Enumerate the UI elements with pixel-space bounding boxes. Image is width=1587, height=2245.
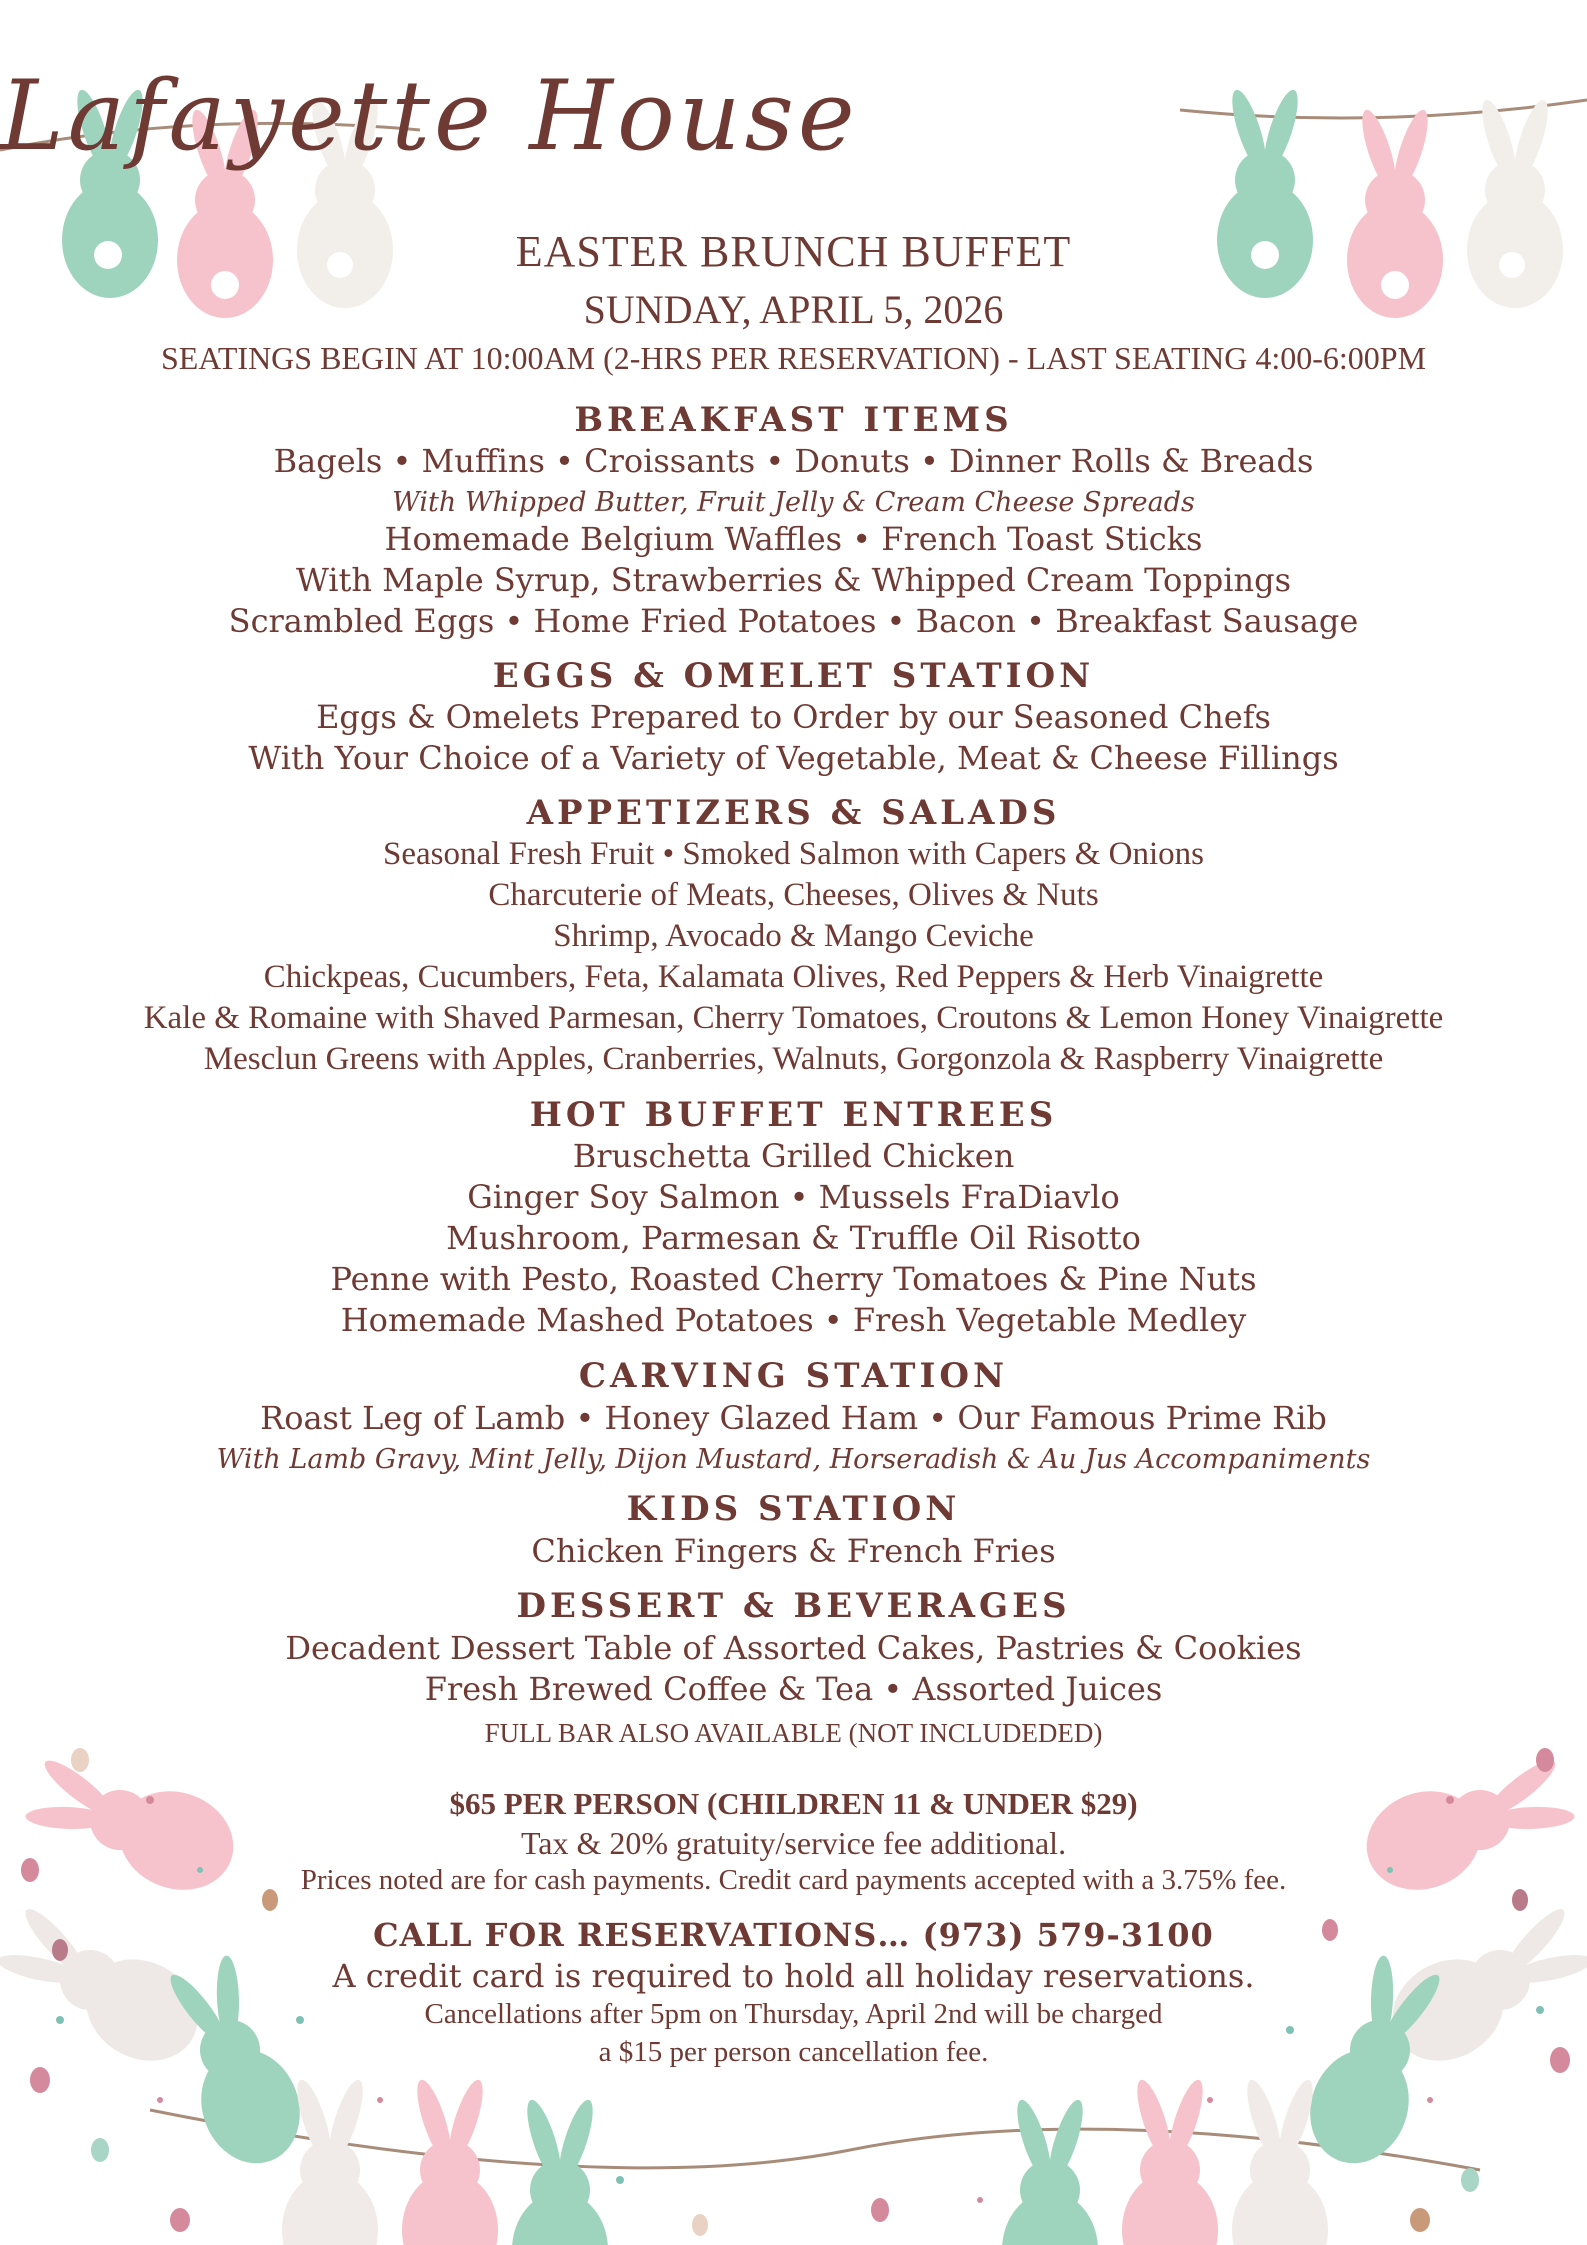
menu-line: Homemade Mashed Potatoes • Fresh Vegetable Medley: [340, 1301, 1247, 1339]
menu-line: Roast Leg of Lamb • Honey Glazed Ham • Our Famous Prime Rib: [260, 1399, 1327, 1437]
section-heading-dessert: DESSERT & BEVERAGES: [516, 1586, 1071, 1626]
bunny-pink-icon: [1122, 2077, 1218, 2245]
menu-line: Bruschetta Grilled Chicken: [572, 1137, 1015, 1175]
menu-line: Fresh Brewed Coffee & Tea • Assorted Juices: [424, 1670, 1163, 1708]
seatings-info: SEATINGS BEGIN AT 10:00AM (2-HRS PER RESERVATION) - LAST SEATING 4:00-6:00PM: [160, 340, 1427, 376]
menu-line-italic: With Lamb Gravy, Mint Jelly, Dijon Mustard, Horseradish & Au Jus Accompaniments: [216, 1444, 1371, 1475]
reservation-phone: CALL FOR RESERVATIONS… (973) 579-3100: [373, 1916, 1214, 1954]
section-heading-breakfast: BREAKFAST ITEMS: [574, 400, 1013, 440]
card-note: A credit card is required to hold all holiday reservations.: [332, 1957, 1255, 1995]
section-heading-eggs: EGGS & OMELET STATION: [492, 656, 1095, 696]
menu-line: Kale & Romaine with Shaved Parmesan, Cherry Tomatoes, Croutons & Lemon Honey Vinaigrette: [143, 1000, 1444, 1036]
menu-line: Bagels • Muffins • Croissants • Donuts • Dinner Rolls & Breads: [273, 442, 1314, 480]
section-heading-appetizers: APPETIZERS & SALADS: [526, 793, 1061, 833]
section-heading-carving: CARVING STATION: [578, 1356, 1009, 1396]
menu-line: Chicken Fingers & French Fries: [531, 1532, 1056, 1570]
cash-note: Prices noted are for cash payments. Credit card payments accepted with a 3.75% fee.: [300, 1864, 1287, 1896]
menu-line: With Your Choice of a Variety of Vegetable, Meat & Cheese Fillings: [248, 739, 1339, 777]
menu-line: Ginger Soy Salmon • Mussels FraDiavlo: [467, 1178, 1120, 1216]
menu-line: Decadent Dessert Table of Assorted Cakes, Pastries & Cookies: [285, 1629, 1302, 1667]
cancel-note: Cancellations after 5pm on Thursday, April 2nd will be charged: [424, 1998, 1163, 2030]
menu-line: Mesclun Greens with Apples, Cranberries, Walnuts, Gorgonzola & Raspberry Vinaigrette: [203, 1041, 1384, 1077]
menu-line: Seasonal Fresh Fruit • Smoked Salmon with Capers & Onions: [383, 836, 1204, 872]
event-date: SUNDAY, APRIL 5, 2026: [583, 287, 1004, 332]
menu-line: Charcuterie of Meats, Cheeses, Olives & Nuts: [488, 877, 1099, 913]
menu-line: Penne with Pesto, Roasted Cherry Tomatoes & Pine Nuts: [330, 1260, 1257, 1298]
menu-line: Scrambled Eggs • Home Fried Potatoes • Bacon • Breakfast Sausage: [228, 602, 1359, 640]
bunny-mint-icon: [1002, 2097, 1098, 2245]
price-line: $65 PER PERSON (CHILDREN 11 & UNDER $29): [449, 1786, 1138, 1821]
menu-line: Eggs & Omelets Prepared to Order by our Seasoned Chefs: [316, 698, 1271, 736]
menu-line: Chickpeas, Cucumbers, Feta, Kalamata Olives, Red Peppers & Herb Vinaigrette: [263, 959, 1324, 995]
menu-line: With Maple Syrup, Strawberries & Whipped Cream Toppings: [295, 561, 1292, 599]
restaurant-title: Lafayette House: [0, 60, 859, 172]
menu-line: Mushroom, Parmesan & Truffle Oil Risotto: [446, 1219, 1141, 1257]
section-heading-kids: KIDS STATION: [626, 1489, 961, 1529]
bunny-mint-icon: [512, 2097, 608, 2245]
menu-line: Shrimp, Avocado & Mango Ceviche: [553, 918, 1034, 954]
bar-note: FULL BAR ALSO AVAILABLE (NOT INCLUDEDED): [484, 1718, 1103, 1748]
section-heading-hot-buffet: HOT BUFFET ENTREES: [529, 1095, 1058, 1135]
menu-line-italic: With Whipped Butter, Fruit Jelly & Cream Cheese Spreads: [392, 487, 1195, 518]
cancel-fee-note: a $15 per person cancellation fee.: [598, 2036, 989, 2068]
tax-note: Tax & 20% gratuity/service fee additional.: [520, 1825, 1067, 1861]
menu-line: Homemade Belgium Waffles • French Toast Sticks: [384, 520, 1203, 558]
event-title: EASTER BRUNCH BUFFET: [515, 227, 1072, 276]
